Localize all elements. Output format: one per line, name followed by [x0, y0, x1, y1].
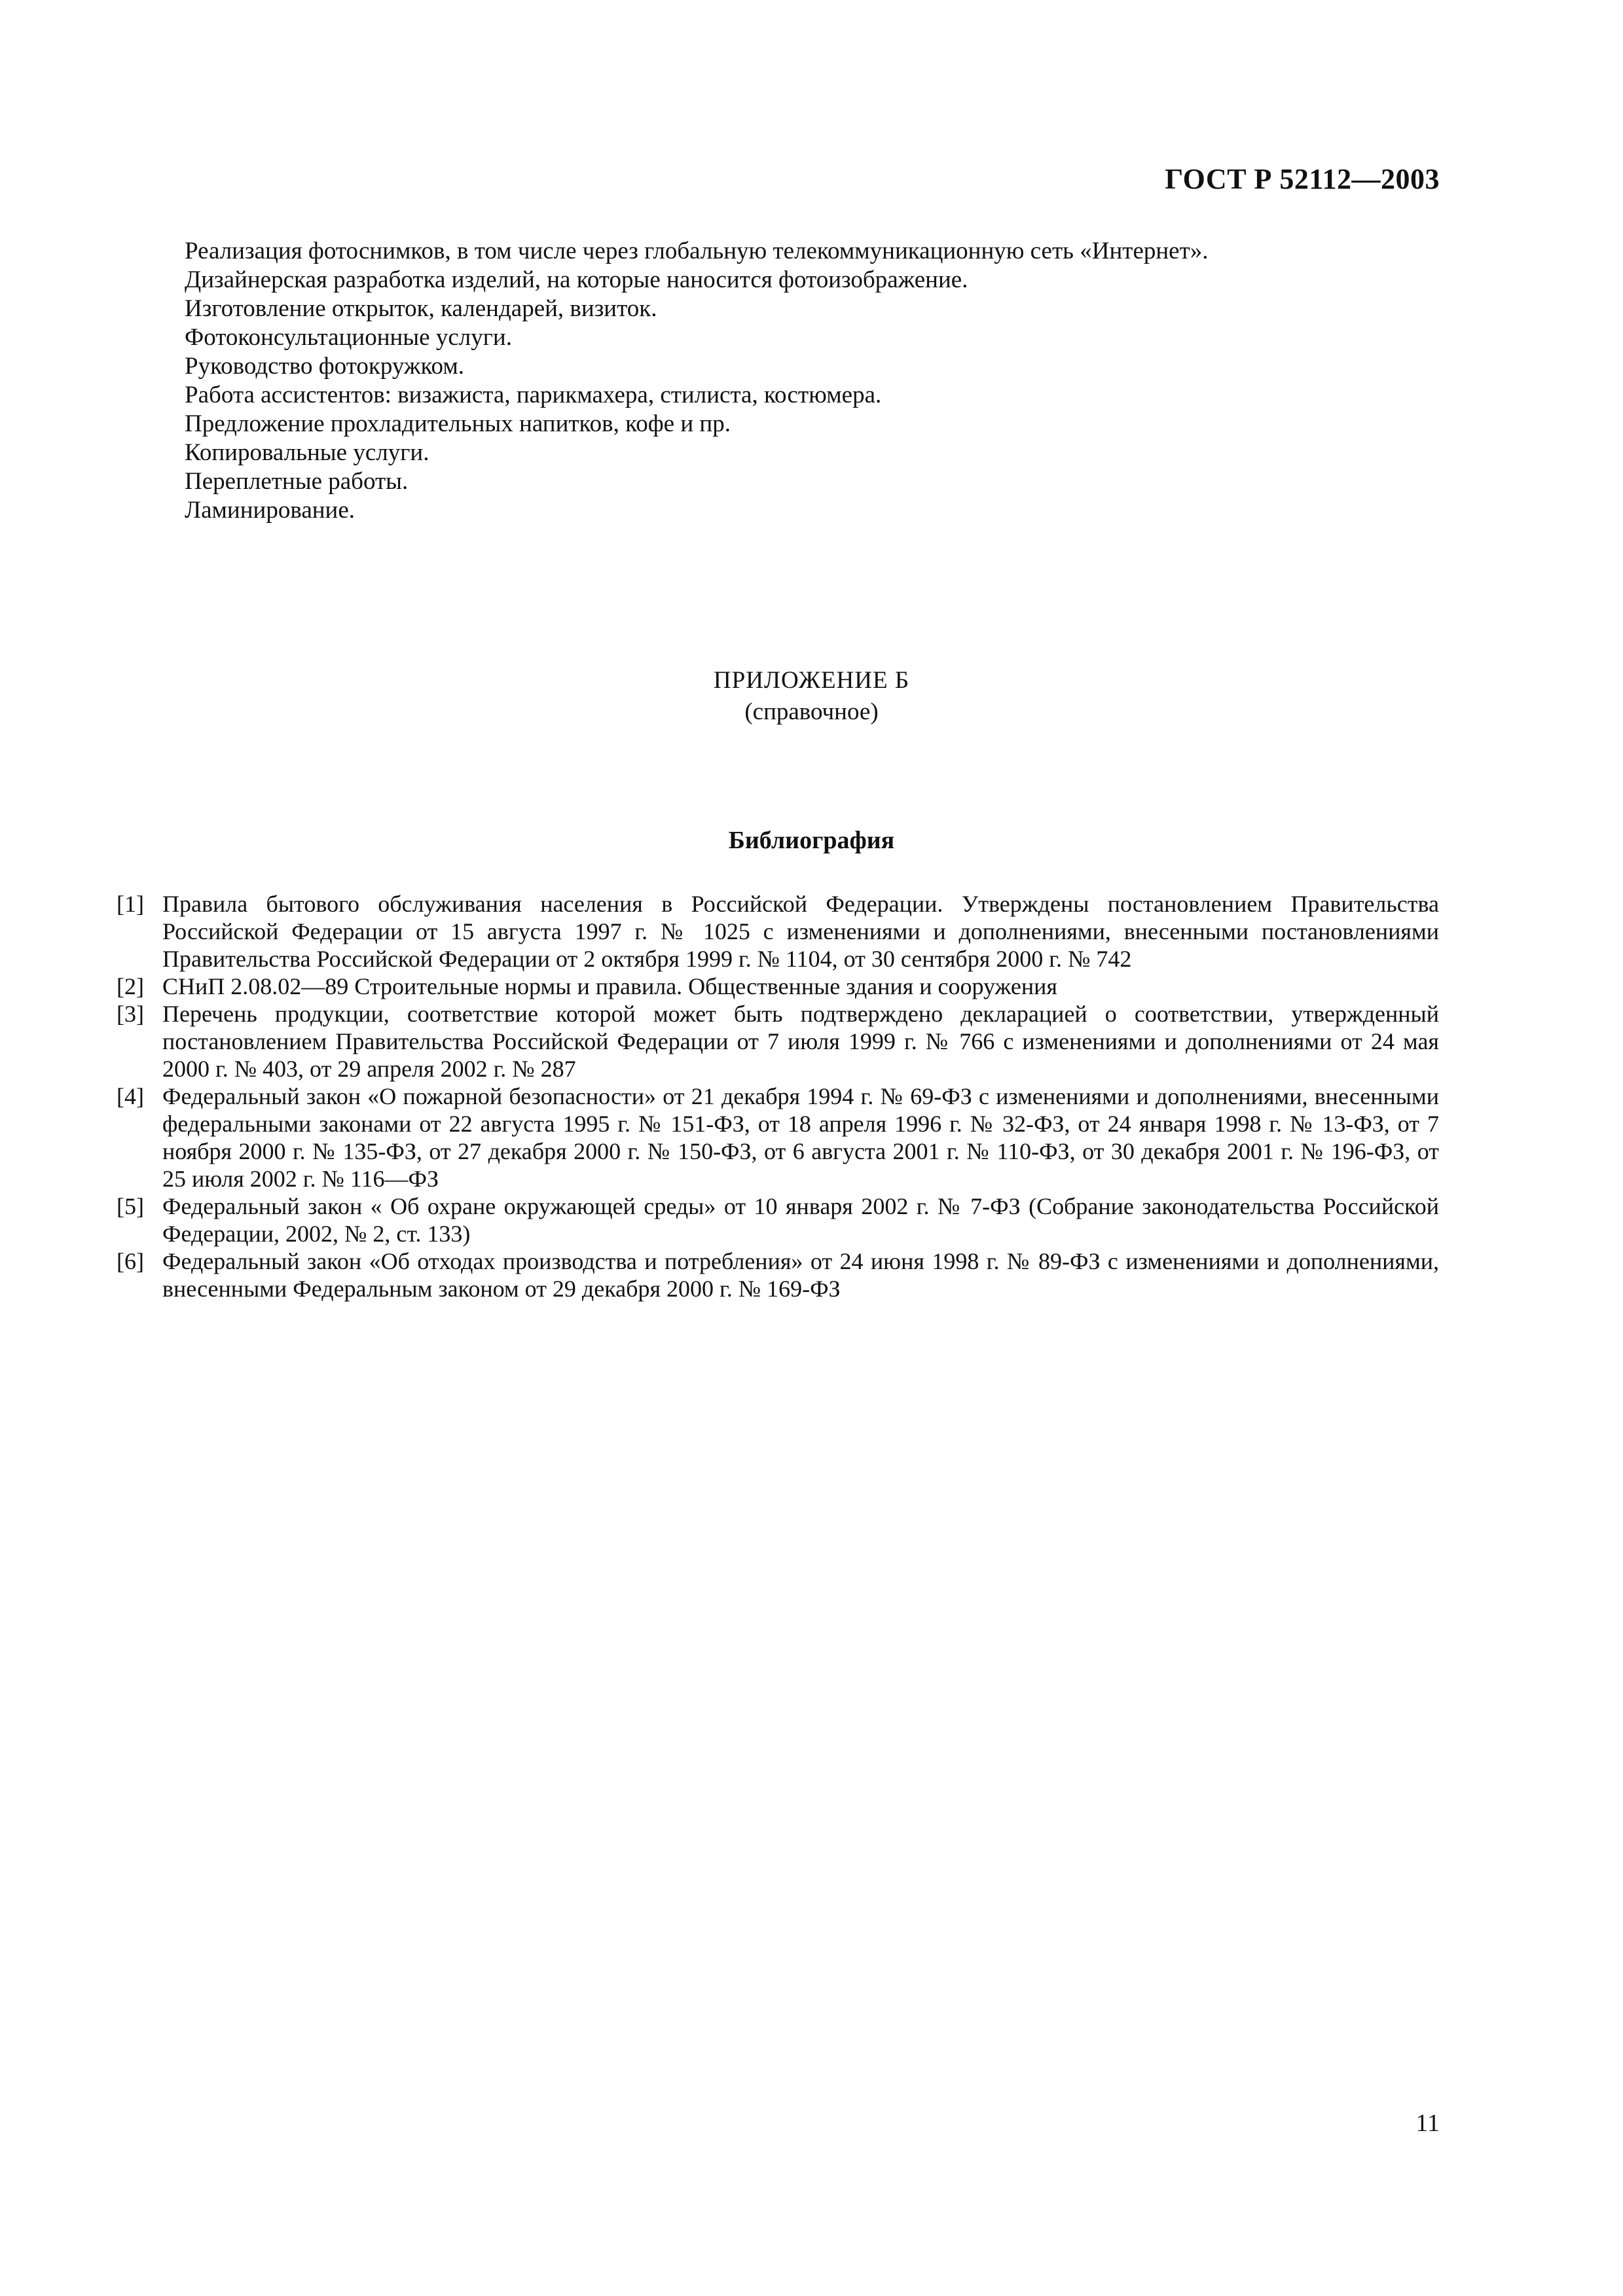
bibliography-item-number: [6]: [117, 1248, 144, 1274]
service-item: Руководство фотокружком.: [185, 353, 464, 380]
bibliography-item-number: [5]: [117, 1193, 144, 1219]
bibliography-item-text: Федеральный закон «Об отходах производства и потребления» от 24 июня 1998 г. № 89-ФЗ с изменениями и дополнениями, внесенными Федеральным законом от 29 декабря 2000 г. № 169-ФЗ: [162, 1248, 1439, 1302]
services-list: [185, 237, 1442, 525]
service-item: Ламинирование.: [185, 497, 356, 524]
bibliography-item-text: Перечень продукции, соответствие которой может быть подтверждено декларацией о соответствии, утвержденный постановлением Правительства Российской Федерации от 7 июля 1999 г. № 766 с изменениями и дополнениями от 24 мая 2000 г. № 403, от 29 апреля 2002 г. № 287: [162, 1001, 1439, 1082]
bibliography-item-text: СНиП 2.08.02—89 Строительные нормы и правила. Общественные здания и сооружения: [162, 973, 1057, 999]
page-number: 11: [1415, 2109, 1440, 2137]
bibliography-list: [117, 890, 1439, 1302]
bibliography-item-text: Федеральный закон «О пожарной безопасности» от 21 декабря 1994 г. № 69-ФЗ с изменениями и дополнениями, внесенными федеральными законами от 22 августа 1995 г. № 151-ФЗ, от 18 апреля 1996 г. № 32-ФЗ, от 24 января 1998 г. № 13-ФЗ, от 7 ноября 2000 г. № 135-ФЗ, от 27 декабря 2000 г. № 150-ФЗ, от 6 августа 2001 г. № 110-ФЗ, от 30 декабря 2001 г. № 196-ФЗ, от 25 июля 2002 г. № 116—ФЗ: [162, 1083, 1439, 1192]
bibliography-item: [117, 1083, 1439, 1193]
bibliography-item: [117, 1000, 1439, 1083]
service-item: Предложение прохладительных напитков, кофе и пр.: [185, 410, 731, 437]
bibliography-item-number: [4]: [117, 1083, 144, 1109]
bibliography-item-text: Правила бытового обслуживания населения в Российской Федерации. Утверждены постановлением Правительства Российской Федерации от 15 августа 1997 г. № 1025 с изменениями и дополнениями, внесенными постановлениями Правительства Российской Федерации от 2 октября 1999 г. № 1104, от 30 сентября 2000 г. № 742: [162, 891, 1439, 972]
standard-code-header: ГОСТ Р 52112—2003: [1165, 163, 1440, 195]
service-item: Изготовление открыток, календарей, визиток.: [185, 295, 657, 322]
bibliography-item: [117, 1247, 1439, 1302]
service-item: Фотоконсультационные услуги.: [185, 324, 512, 351]
service-item: Копировальные услуги.: [185, 439, 429, 466]
appendix-title: ПРИЛОЖЕНИЕ Б: [713, 667, 910, 694]
service-item: Переплетные работы.: [185, 468, 409, 495]
service-item: Работа ассистентов: визажиста, парикмахера, стилиста, костюмера.: [185, 382, 882, 408]
bibliography-item-number: [2]: [117, 973, 144, 999]
bibliography-item-text: Федеральный закон « Об охране окружающей среды» от 10 января 2002 г. № 7-ФЗ (Собрание законодательства Российской Федерации, 2002, № 2, ст. 133): [162, 1193, 1439, 1247]
bibliography-item: [117, 890, 1439, 973]
bibliography-title: Библиография: [728, 827, 895, 854]
service-item: Дизайнерская разработка изделий, на которые наносится фотоизображение.: [185, 266, 968, 293]
bibliography-item: [117, 973, 1439, 1000]
bibliography-item-number: [1]: [117, 891, 144, 917]
appendix-subtitle: (справочное): [744, 698, 879, 725]
bibliography-item: [117, 1193, 1439, 1247]
bibliography-item-number: [3]: [117, 1001, 144, 1027]
service-item: Реализация фотоснимков, в том числе через глобальную телекоммуникационную сеть «Интернет».: [185, 238, 1209, 264]
